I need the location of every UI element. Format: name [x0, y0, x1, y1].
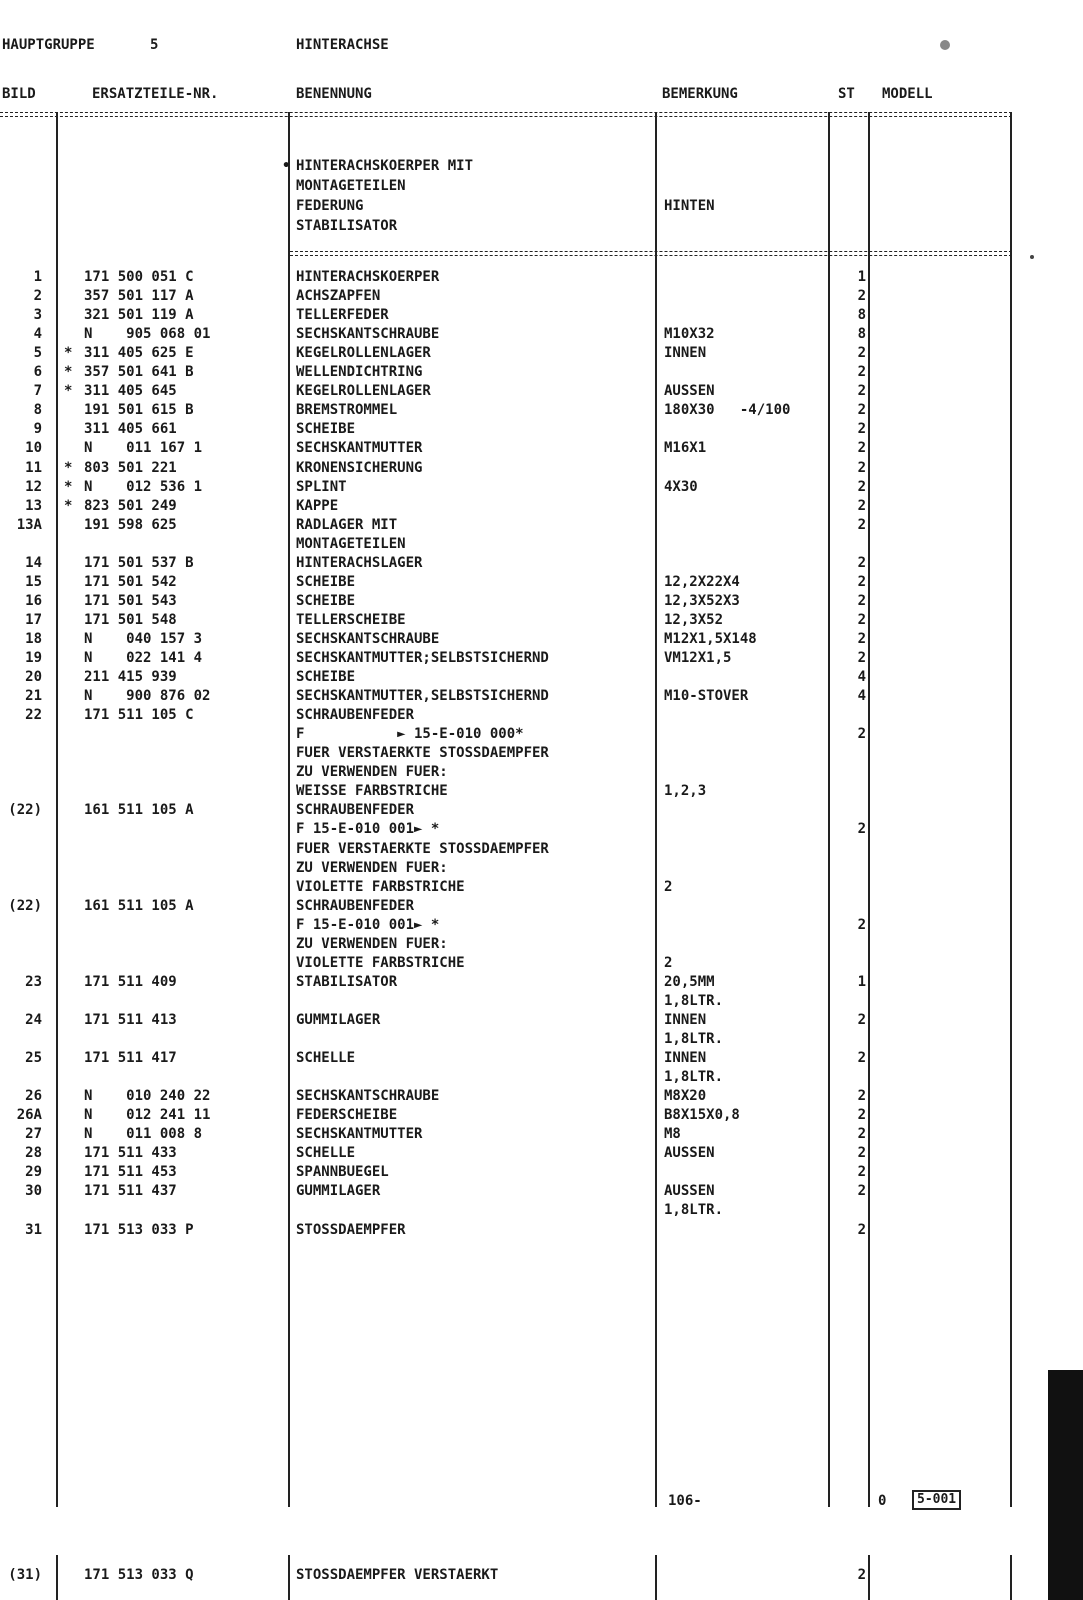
row-remark: M12X1,5X148 [664, 630, 757, 647]
group-label: HAUPTGRUPPE [2, 37, 95, 53]
table-row [0, 706, 1083, 724]
row-part-number: 803 501 221 [84, 459, 177, 476]
row-part-number: 171 511 437 [84, 1183, 177, 1200]
row-part-number: 161 511 105 A [84, 897, 194, 914]
row-part-number: N 011 167 1 [84, 440, 203, 457]
row-remark: INNEN [664, 1011, 707, 1028]
row-remark: 1,8LTR. [664, 992, 724, 1009]
row-qty: 1 [857, 973, 866, 990]
row-qty: 2 [857, 554, 866, 571]
page-reference-box: 5-001 [912, 1490, 961, 1510]
row-designation: SCHELLE [296, 1145, 356, 1162]
table-row [0, 1011, 1083, 1029]
row-qty: 4 [857, 669, 866, 686]
table-row [0, 1049, 1083, 1067]
row-part-number: 161 511 105 A [84, 802, 194, 819]
row-qty: 2 [857, 1011, 866, 1028]
row-bild: 11 [25, 459, 42, 476]
row-part-number: 211 415 939 [84, 669, 177, 686]
row-qty: 4 [857, 688, 866, 705]
row-designation: FUER VERSTAERKTE STOSSDAEMPFER [296, 745, 549, 762]
row-remark: 4X30 [664, 478, 698, 495]
row-qty: 2 [857, 364, 866, 381]
row-part-number: 191 598 625 [84, 516, 177, 533]
row-designation: KEGELROLLENLAGER [296, 383, 431, 400]
row-designation: TELLERSCHEIBE [296, 611, 406, 628]
row-remark: M8X20 [664, 1088, 707, 1105]
table-row [0, 344, 1083, 362]
section-title: HINTERACHSE [296, 37, 389, 53]
row-bild: 24 [25, 1011, 42, 1028]
group-number: 5 [150, 37, 159, 53]
row-remark: VM12X1,5 [664, 650, 732, 666]
row-mark: * [64, 383, 73, 400]
row-remark: AUSSEN [664, 383, 715, 400]
section-rule [290, 251, 1012, 256]
row-designation: SCHEIBE [296, 573, 356, 590]
row-part-number: N 012 241 11 [84, 1107, 211, 1124]
col-header-nr: ERSATZTEILE-NR. [92, 86, 219, 102]
row-qty: 2 [857, 1221, 866, 1238]
row-part-number: 823 501 249 [84, 497, 177, 514]
row-qty: 1 [857, 269, 866, 285]
row-bild: 17 [25, 611, 42, 628]
row-designation: STABILISATOR [296, 973, 398, 990]
next-separator-3 [655, 1555, 657, 1600]
row-mark: * [64, 364, 73, 381]
row-remark: 2 [664, 954, 673, 971]
row-bild: 4 [33, 326, 42, 343]
col-header-st: ST [838, 86, 855, 102]
row-designation: RADLAGER MIT [296, 516, 398, 533]
table-row [0, 1125, 1083, 1143]
row-remark: 12,2X22X4 [664, 573, 740, 590]
row-qty: 2 [857, 573, 866, 590]
table-row [0, 1087, 1083, 1105]
row-remark: M10-STOVER [664, 688, 749, 705]
next-qty: 2 [857, 1567, 866, 1583]
row-designation: F ► 15-E-010 000* [296, 726, 524, 743]
intro-remark: HINTEN [664, 198, 715, 214]
row-qty: 2 [857, 1164, 866, 1181]
row-designation: SECHSKANTMUTTER,SELBSTSICHERND [296, 688, 549, 705]
row-bild: 21 [25, 688, 42, 705]
row-part-number: 171 501 543 [84, 592, 177, 609]
row-part-number: 171 511 453 [84, 1164, 177, 1181]
table-row [0, 363, 1083, 381]
row-designation: WELLENDICHTRING [296, 364, 423, 381]
row-designation: HINTERACHSKOERPER [296, 269, 440, 285]
row-qty: 2 [857, 497, 866, 514]
row-qty: 2 [857, 345, 866, 362]
table-row [0, 1182, 1083, 1200]
page-number: 106- [668, 1493, 702, 1509]
row-remark: M8 [664, 1126, 681, 1143]
table-row [0, 935, 1083, 953]
row-designation: KRONENSICHERUNG [296, 459, 423, 476]
row-qty: 8 [857, 326, 866, 343]
row-designation: BREMSTROMMEL [296, 402, 398, 419]
table-row [0, 801, 1083, 819]
row-part-number: N 905 068 01 [84, 326, 211, 343]
row-bild: 13 [25, 497, 42, 514]
row-part-number: 357 501 117 A [84, 288, 194, 305]
row-designation: FEDERSCHEIBE [296, 1107, 398, 1124]
table-row [0, 554, 1083, 572]
row-designation: GUMMILAGER [296, 1183, 381, 1200]
table-row [0, 1201, 1083, 1219]
table-row [0, 687, 1083, 705]
row-remark: INNEN [664, 345, 707, 362]
table-row [0, 954, 1083, 972]
table-row [0, 382, 1083, 400]
row-remark: 1,8LTR. [664, 1069, 724, 1086]
intro-designation: MONTAGETEILEN [296, 178, 406, 194]
row-bild: 14 [25, 554, 42, 571]
row-remark: 1,8LTR. [664, 1202, 724, 1219]
row-bild: 3 [33, 307, 42, 324]
row-part-number: 171 511 433 [84, 1145, 177, 1162]
table-row [0, 497, 1083, 515]
row-part-number: 171 501 548 [84, 611, 177, 628]
table-row [0, 573, 1083, 591]
table-row [0, 744, 1083, 762]
next-designation: STOSSDAEMPFER VERSTAERKT [296, 1567, 499, 1583]
row-designation: TELLERFEDER [296, 307, 389, 324]
table-row [0, 459, 1083, 477]
table-row [0, 325, 1083, 343]
row-part-number: N 010 240 22 [84, 1088, 211, 1105]
row-qty: 2 [857, 726, 866, 743]
table-row [0, 725, 1083, 743]
row-bild: 29 [25, 1164, 42, 1181]
table-row [0, 535, 1083, 553]
row-qty: 2 [857, 1126, 866, 1143]
row-mark: * [64, 345, 73, 362]
col-header-bemerkung: BEMERKUNG [662, 86, 738, 102]
row-remark: AUSSEN [664, 1183, 715, 1200]
table-row [0, 1221, 1083, 1239]
intro-designation: STABILISATOR [296, 218, 398, 234]
row-qty: 2 [857, 1107, 866, 1124]
next-bild: (31) [8, 1567, 42, 1583]
row-part-number: 171 513 033 P [84, 1221, 194, 1238]
row-bild: 30 [25, 1183, 42, 1200]
table-row [0, 439, 1083, 457]
row-remark: AUSSEN [664, 1145, 715, 1162]
row-part-number: 311 405 625 E [84, 345, 194, 362]
row-designation: WEISSE FARBSTRICHE [296, 783, 448, 800]
row-designation: SECHSKANTMUTTER [296, 1126, 423, 1143]
table-row [0, 840, 1083, 858]
row-designation: ZU VERWENDEN FUER: [296, 935, 448, 952]
row-remark: 12,3X52X3 [664, 592, 740, 609]
table-row [0, 973, 1083, 991]
row-remark: 1,8LTR. [664, 1031, 724, 1047]
row-qty: 2 [857, 592, 866, 609]
row-part-number: N 012 536 1 [84, 478, 203, 495]
row-remark: M16X1 [664, 440, 707, 457]
row-bild: 16 [25, 592, 42, 609]
table-row [0, 782, 1083, 800]
row-qty: 2 [857, 421, 866, 438]
row-remark: 180X30 -4/100 [664, 402, 791, 419]
table-row [0, 1030, 1083, 1048]
table-row [0, 878, 1083, 896]
row-designation: SPANNBUEGEL [296, 1164, 389, 1181]
row-bild: 2 [33, 288, 42, 305]
row-designation: FUER VERSTAERKTE STOSSDAEMPFER [296, 840, 549, 857]
row-part-number: N 040 157 3 [84, 630, 203, 647]
col-header-bild: BILD [2, 86, 36, 102]
row-part-number: 171 511 413 [84, 1011, 177, 1028]
row-part-number: N 022 141 4 [84, 650, 203, 666]
table-row [0, 649, 1083, 667]
next-part-number: 171 513 033 Q [84, 1567, 194, 1583]
row-qty: 8 [857, 307, 866, 324]
row-qty: 2 [857, 288, 866, 305]
row-part-number: 321 501 119 A [84, 307, 194, 324]
table-row [0, 668, 1083, 686]
row-bild: 9 [33, 421, 42, 438]
table-row [0, 268, 1083, 286]
row-designation: ZU VERWENDEN FUER: [296, 859, 448, 876]
row-bild: 5 [33, 345, 42, 362]
row-qty: 2 [857, 459, 866, 476]
row-remark: B8X15X0,8 [664, 1107, 740, 1124]
row-designation: KEGELROLLENLAGER [296, 345, 431, 362]
table-row [0, 1068, 1083, 1086]
table-row [0, 916, 1083, 934]
row-part-number: 357 501 641 B [84, 364, 194, 381]
row-bild: 28 [25, 1145, 42, 1162]
row-designation: SCHEIBE [296, 421, 356, 438]
row-remark: 1,2,3 [664, 783, 707, 800]
table-row [0, 1163, 1083, 1181]
table-row [0, 897, 1083, 915]
row-bild: 1 [33, 269, 42, 285]
row-part-number: 171 501 542 [84, 573, 177, 590]
row-bild: 26 [25, 1088, 42, 1105]
table-row [0, 992, 1083, 1010]
next-separator-5 [1010, 1555, 1012, 1600]
row-bild: 6 [33, 364, 42, 381]
scan-edge [1048, 1370, 1083, 1600]
table-row [0, 478, 1083, 496]
row-designation: SCHRAUBENFEDER [296, 897, 415, 914]
row-part-number: 171 511 417 [84, 1050, 177, 1067]
row-remark: 2 [664, 878, 673, 895]
scan-speck [940, 40, 950, 50]
row-designation: SPLINT [296, 478, 347, 495]
row-bild: 31 [25, 1221, 42, 1238]
table-row [0, 306, 1083, 324]
row-remark: 12,3X52 [664, 611, 724, 628]
intro-designation: FEDERUNG [296, 198, 364, 214]
next-separator-1 [56, 1555, 58, 1600]
row-designation: SCHELLE [296, 1050, 356, 1067]
table-row [0, 859, 1083, 877]
row-remark: 20,5MM [664, 973, 715, 990]
row-designation: ZU VERWENDEN FUER: [296, 764, 448, 781]
row-qty: 2 [857, 1050, 866, 1067]
row-designation: F 15-E-010 001► * [296, 821, 440, 838]
row-qty: 2 [857, 402, 866, 419]
row-part-number: 311 405 645 [84, 383, 177, 400]
row-bild: 15 [25, 573, 42, 590]
row-qty: 2 [857, 383, 866, 400]
row-bild: 22 [25, 707, 42, 724]
row-part-number: 171 500 051 C [84, 269, 194, 285]
row-bild: 12 [25, 478, 42, 495]
row-part-number: N 011 008 8 [84, 1126, 203, 1143]
next-separator-4 [868, 1555, 870, 1600]
row-mark: * [64, 459, 73, 476]
row-designation: F 15-E-010 001► * [296, 916, 440, 933]
row-designation: SCHEIBE [296, 592, 356, 609]
row-designation: SECHSKANTMUTTER;SELBSTSICHERND [296, 650, 549, 666]
table-row [0, 420, 1083, 438]
row-designation: SECHSKANTMUTTER [296, 440, 423, 457]
row-bild: 8 [33, 402, 42, 419]
row-designation: VIOLETTE FARBSTRICHE [296, 954, 465, 971]
table-row [0, 1144, 1083, 1162]
next-separator-2 [288, 1555, 290, 1600]
row-part-number: 171 501 537 B [84, 554, 194, 571]
row-bild: 23 [25, 973, 42, 990]
row-designation: ACHSZAPFEN [296, 288, 381, 305]
row-remark: INNEN [664, 1050, 707, 1067]
row-qty: 2 [857, 916, 866, 933]
row-designation: MONTAGETEILEN [296, 535, 406, 552]
table-row [0, 401, 1083, 419]
row-designation: SCHRAUBENFEDER [296, 802, 415, 819]
row-part-number: 191 501 615 B [84, 402, 194, 419]
row-bild: 25 [25, 1050, 42, 1067]
row-designation: SECHSKANTSCHRAUBE [296, 630, 440, 647]
row-part-number: 171 511 409 [84, 973, 177, 990]
row-designation: SCHEIBE [296, 669, 356, 686]
row-part-number: 171 511 105 C [84, 707, 194, 724]
row-qty: 2 [857, 650, 866, 666]
table-row [0, 287, 1083, 305]
row-mark: * [64, 497, 73, 514]
row-part-number: 311 405 661 [84, 421, 177, 438]
row-designation: SCHRAUBENFEDER [296, 707, 415, 724]
row-bild: (22) [8, 802, 42, 819]
row-designation: SECHSKANTSCHRAUBE [296, 1088, 440, 1105]
row-bild: 27 [25, 1126, 42, 1143]
table-row [0, 763, 1083, 781]
intro-designation: HINTERACHSKOERPER MIT [296, 158, 474, 174]
row-qty: 2 [857, 516, 866, 533]
row-bild: 26A [16, 1107, 42, 1124]
row-designation: GUMMILAGER [296, 1011, 381, 1028]
row-bild: 18 [25, 630, 42, 647]
row-qty: 2 [857, 1145, 866, 1162]
row-bild: 20 [25, 669, 42, 686]
row-designation: VIOLETTE FARBSTRICHE [296, 878, 465, 895]
row-mark: * [64, 478, 73, 495]
row-qty: 2 [857, 1088, 866, 1105]
table-row [0, 630, 1083, 648]
table-row [0, 516, 1083, 534]
row-qty: 2 [857, 478, 866, 495]
row-designation: STOSSDAEMPFER [296, 1221, 406, 1238]
row-bild: 10 [25, 440, 42, 457]
row-remark: M10X32 [664, 326, 715, 343]
row-qty: 2 [857, 1183, 866, 1200]
row-qty: 2 [857, 611, 866, 628]
scan-speck [1030, 255, 1034, 259]
bullet-marker: • [282, 158, 291, 174]
row-qty: 2 [857, 440, 866, 457]
row-bild: 19 [25, 650, 42, 666]
header-rule [0, 112, 1012, 117]
col-header-modell: MODELL [882, 86, 933, 102]
col-header-benennung: BENENNUNG [296, 86, 372, 102]
row-designation: SECHSKANTSCHRAUBE [296, 326, 440, 343]
row-bild: (22) [8, 897, 42, 914]
table-row [0, 592, 1083, 610]
table-row [0, 820, 1083, 838]
row-bild: 13A [16, 516, 42, 533]
row-qty: 2 [857, 821, 866, 838]
row-qty: 2 [857, 630, 866, 647]
page-prefix: 0 [878, 1493, 887, 1509]
table-row [0, 611, 1083, 629]
row-part-number: N 900 876 02 [84, 688, 211, 705]
row-designation: KAPPE [296, 497, 339, 514]
table-row [0, 1106, 1083, 1124]
row-designation: HINTERACHSLAGER [296, 554, 423, 571]
row-bild: 7 [33, 383, 42, 400]
